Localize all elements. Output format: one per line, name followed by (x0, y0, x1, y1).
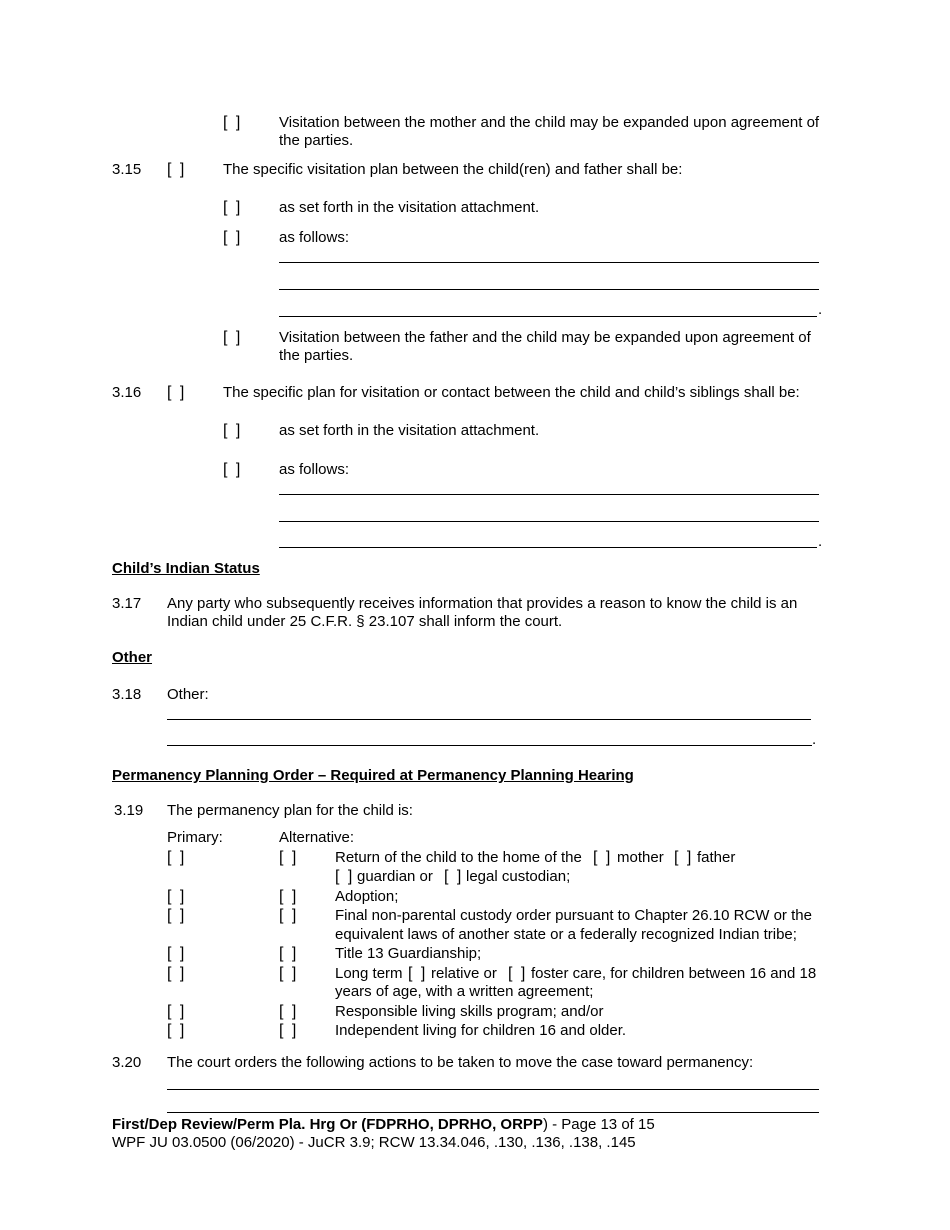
footer-form-codes: FDPRHO, DPRHO, ORPP (366, 1116, 543, 1133)
legal-custodian-checkbox[interactable]: [ ] (444, 868, 464, 885)
mother-visitation-expand-text: Visitation between the mother and the child may be expanded upon agreement of (279, 114, 820, 131)
sibling-fill-line-3[interactable] (279, 547, 817, 548)
section-number-3-18: 3.18 (112, 686, 142, 703)
father-label: father (697, 849, 736, 866)
father-fill-line-2[interactable] (279, 289, 819, 290)
primary-guardianship-checkbox[interactable]: [ ] (167, 945, 187, 962)
period: . (818, 301, 823, 318)
footer-page-number: ) - Page 13 of 15 (542, 1116, 655, 1133)
primary-adoption-checkbox[interactable]: [ ] (167, 888, 187, 905)
sibling-visitation-plan-checkbox[interactable]: [ ] (167, 384, 187, 401)
sibling-fill-line-2[interactable] (279, 521, 819, 522)
foster-care-label: foster care, for children between 16 and 18 (531, 965, 817, 982)
father-attachment-checkbox[interactable]: [ ] (223, 199, 243, 216)
father-visitation-expand-checkbox[interactable]: [ ] (223, 329, 243, 346)
father-as-follows-label: as follows: (279, 229, 350, 246)
other-label: Other: (167, 686, 209, 703)
primary-column-header: Primary: (167, 829, 223, 846)
indian-status-text-2: Indian child under 25 C.F.R. § 23.107 shall inform the court. (167, 613, 563, 630)
living-skills-label: Responsible living skills program; and/or (335, 1003, 604, 1020)
father-visitation-plan-checkbox[interactable]: [ ] (167, 161, 187, 178)
long-term-care-text-2: years of age, with a written agreement; (335, 983, 594, 1000)
section-number-3-15: 3.15 (112, 161, 142, 178)
father-visitation-expand-text-2: the parties. (279, 347, 354, 364)
father-checkbox[interactable]: [ ] (674, 849, 694, 866)
alternative-return-home-checkbox[interactable]: [ ] (279, 849, 299, 866)
father-fill-line-1[interactable] (279, 262, 819, 263)
father-fill-line-3[interactable] (279, 316, 817, 317)
mother-label: mother (617, 849, 664, 866)
sibling-as-follows-checkbox[interactable]: [ ] (223, 461, 243, 478)
alternative-long-term-care-checkbox[interactable]: [ ] (279, 965, 299, 982)
independent-living-label: Independent living for children 16 and older. (335, 1022, 627, 1039)
mother-visitation-expand-text-2: the parties. (279, 132, 354, 149)
guardianship-label: Title 13 Guardianship; (335, 945, 482, 962)
section-number-3-19: 3.19 (114, 802, 144, 819)
adoption-label: Adoption; (335, 888, 399, 905)
custody-order-text-2: equivalent laws of another state or a federally recognized Indian tribe; (335, 926, 797, 943)
custody-order-text: Final non-parental custody order pursuant to Chapter 26.10 RCW or the (335, 907, 812, 924)
indian-status-heading: Child’s Indian Status (112, 560, 260, 577)
guardian-checkbox[interactable]: [ ] (335, 868, 355, 885)
sibling-attachment-checkbox[interactable]: [ ] (223, 422, 243, 439)
footer-title (112, 1116, 655, 1134)
alternative-custody-order-checkbox[interactable]: [ ] (279, 907, 299, 924)
permanency-actions-text: The court orders the following actions to be taken to move the case toward permanency: (167, 1054, 754, 1071)
mother-visitation-expand-checkbox[interactable]: [ ] (223, 114, 243, 131)
guardian-label: guardian or (357, 868, 433, 885)
other-fill-line-1[interactable] (167, 719, 811, 720)
long-term-label: Long term (335, 965, 403, 982)
period: . (812, 731, 817, 748)
relative-care-checkbox[interactable]: [ ] (408, 965, 428, 982)
alternative-guardianship-checkbox[interactable]: [ ] (279, 945, 299, 962)
permanency-heading: Permanency Planning Order – Required at Permanency Planning Hearing (112, 767, 634, 784)
sibling-fill-line-1[interactable] (279, 494, 819, 495)
other-fill-line-2[interactable] (167, 745, 812, 746)
alternative-adoption-checkbox[interactable]: [ ] (279, 888, 299, 905)
primary-return-home-checkbox[interactable]: [ ] (167, 849, 187, 866)
actions-fill-line-2[interactable] (167, 1112, 819, 1113)
relative-care-label: relative or (431, 965, 497, 982)
primary-living-skills-checkbox[interactable]: [ ] (167, 1003, 187, 1020)
foster-care-checkbox[interactable]: [ ] (508, 965, 528, 982)
period: . (818, 533, 823, 550)
father-as-follows-checkbox[interactable]: [ ] (223, 229, 243, 246)
section-number-3-20: 3.20 (112, 1054, 142, 1071)
sibling-as-follows-label: as follows: (279, 461, 350, 478)
primary-long-term-care-checkbox[interactable]: [ ] (167, 965, 187, 982)
section-number-3-17: 3.17 (112, 595, 142, 612)
indian-status-text: Any party who subsequently receives information that provides a reason to know the child is an (167, 595, 798, 612)
legal-custodian-label: legal custodian; (466, 868, 571, 885)
father-visitation-expand-text: Visitation between the father and the child may be expanded upon agreement of (279, 329, 811, 346)
footer-form-reference: WPF JU 03.0500 (06/2020) - JuCR 3.9; RCW 13.34.046, .130, .136, .138, .145 (112, 1134, 636, 1151)
alternative-living-skills-checkbox[interactable]: [ ] (279, 1003, 299, 1020)
section-number-3-16: 3.16 (112, 384, 142, 401)
alternative-independent-living-checkbox[interactable]: [ ] (279, 1022, 299, 1039)
primary-independent-living-checkbox[interactable]: [ ] (167, 1022, 187, 1039)
alternative-column-header: Alternative: (279, 829, 355, 846)
sibling-visitation-plan-text: The specific plan for visitation or contact between the child and child’s siblings shall be: (223, 384, 800, 401)
actions-fill-line-1[interactable] (167, 1089, 819, 1090)
sibling-attachment-label: as set forth in the visitation attachment. (279, 422, 540, 439)
father-attachment-label: as set forth in the visitation attachment. (279, 199, 540, 216)
footer-title-part-1: First/Dep Review/Perm Pla. Hrg Or ( (112, 1116, 367, 1133)
permanency-plan-text: The permanency plan for the child is: (167, 802, 413, 819)
mother-checkbox[interactable]: [ ] (593, 849, 613, 866)
primary-custody-order-checkbox[interactable]: [ ] (167, 907, 187, 924)
other-heading: Other (112, 649, 153, 666)
return-home-text: Return of the child to the home of the (335, 849, 582, 866)
father-visitation-plan-text: The specific visitation plan between the child(ren) and father shall be: (223, 161, 683, 178)
